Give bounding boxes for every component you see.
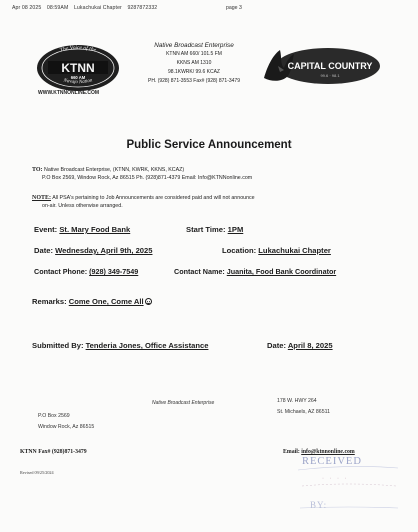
- submitted-by-value: Tenderia Jones, Office Assistance: [85, 341, 209, 350]
- footer-email-label: Email:: [283, 449, 300, 455]
- remarks-value: Come One, Come All: [69, 297, 190, 306]
- station-org-title: Native Broadcast Enterprise: [154, 42, 234, 49]
- station-line: KKNS AM 1310: [176, 60, 212, 66]
- location-field: [222, 246, 331, 255]
- event-field: [34, 225, 130, 234]
- capital-country-logo: [262, 44, 382, 86]
- station-line: 98.1KWRK/ 99.6 KCAZ: [168, 69, 220, 75]
- remarks-label: Remarks:: [32, 297, 67, 306]
- capital-country-frequency: 99.6 · 98.1: [320, 73, 340, 78]
- fax-date: Apr 08 2025: [12, 5, 42, 11]
- document-title: Public Service Announcement: [126, 139, 292, 151]
- ktnn-logo-name: KTNN: [61, 61, 95, 75]
- fax-header: [12, 5, 161, 11]
- location-label: Location:: [222, 246, 257, 255]
- ktnn-logo-frequency: 660 AM: [70, 75, 86, 80]
- capital-country-name: CAPITAL COUNTRY: [287, 61, 373, 71]
- fax-phone: 9287872332: [127, 5, 158, 11]
- to-section: [32, 166, 392, 182]
- to-recipient: Native Broadcast Enterprise, (KTNN, KWRK, KKNS, KCAZ): [44, 167, 185, 173]
- start-time-value: 1PM: [227, 225, 244, 234]
- contact-name-label: Contact Name:: [174, 267, 225, 276]
- station-line: PH. (928) 871-3553 Fax# (928) 871-3479: [147, 78, 240, 84]
- stamp-by: BY:: [310, 500, 328, 510]
- note-label: NOTE:: [32, 195, 52, 201]
- note-text-continued: on-air. Unless otherwise arranged.: [42, 203, 123, 209]
- to-label: TO:: [32, 167, 43, 173]
- contact-name-value: Juanita, Food Bank Coordinator: [226, 267, 337, 276]
- start-time-field: [186, 225, 243, 234]
- event-value: St. Mary Food Bank: [59, 225, 131, 234]
- submitted-by-label: Submitted By:: [32, 341, 84, 350]
- location-value: Lukachukai Chapter: [258, 246, 331, 255]
- date-field: [34, 246, 152, 255]
- footer-org: Native Broadcast Enterprise: [152, 400, 215, 406]
- contact-name-field: [174, 267, 336, 276]
- submitted-by-field: [32, 341, 208, 350]
- ktnn-arc-bottom: Navajo Nation: [62, 78, 94, 86]
- revised-date: Revised 09/25/2024: [20, 470, 54, 475]
- submission-date-value: April 8, 2025: [287, 341, 333, 350]
- contact-phone-label: Contact Phone:: [34, 267, 88, 276]
- date-label: Date:: [34, 246, 53, 255]
- to-address: P.O Box 2569, Window Rock, Az 86515 Ph. (928)871-4379 Email: Info@KTNNonline.com: [42, 175, 253, 181]
- submission-date-label: Date:: [267, 341, 286, 350]
- event-label: Event:: [34, 225, 58, 234]
- fax-page-number: page 3: [226, 5, 242, 11]
- start-time-label: Start Time:: [186, 225, 226, 234]
- contact-phone-field: [34, 267, 138, 276]
- footer-address-left: P.O Box 2569 Window Rock, Az 86515: [38, 413, 95, 430]
- station-block: [132, 41, 256, 86]
- note-text: All PSA's pertaining to Job Announcements are considered paid and will not announce: [52, 195, 255, 201]
- remarks-field: [32, 297, 190, 306]
- footer-email: [283, 449, 355, 455]
- footer-address-right: 178 W. HWY 264 St. Michaels, AZ 86511: [277, 398, 330, 415]
- note-section: [32, 194, 392, 210]
- smiley-icon: [145, 298, 152, 305]
- station-line: KTNN AM 660/ 101.5 FM: [166, 51, 222, 57]
- footer-fax: KTNN Fax# (928)871-3479: [20, 449, 87, 455]
- fax-sender: Lukachukai Chapter: [73, 5, 122, 11]
- contact-phone-value: (928) 349-7549: [89, 267, 139, 276]
- fax-time: 08:59AM: [46, 5, 69, 11]
- ktnn-arc-top: The Voice of the: [59, 44, 97, 54]
- stamp-received: RECEIVED: [302, 456, 362, 467]
- footer-email-value: info@ktnnonline.com: [301, 449, 355, 455]
- ktnn-logo: [36, 44, 120, 92]
- submission-date-field: [267, 341, 333, 350]
- ktnn-website: WWW.KTNNONLINE.COM: [38, 90, 100, 96]
- stamp-date-smudge: · · · ·: [322, 476, 349, 482]
- date-value: Wednesday, April 9th, 2025: [55, 246, 153, 255]
